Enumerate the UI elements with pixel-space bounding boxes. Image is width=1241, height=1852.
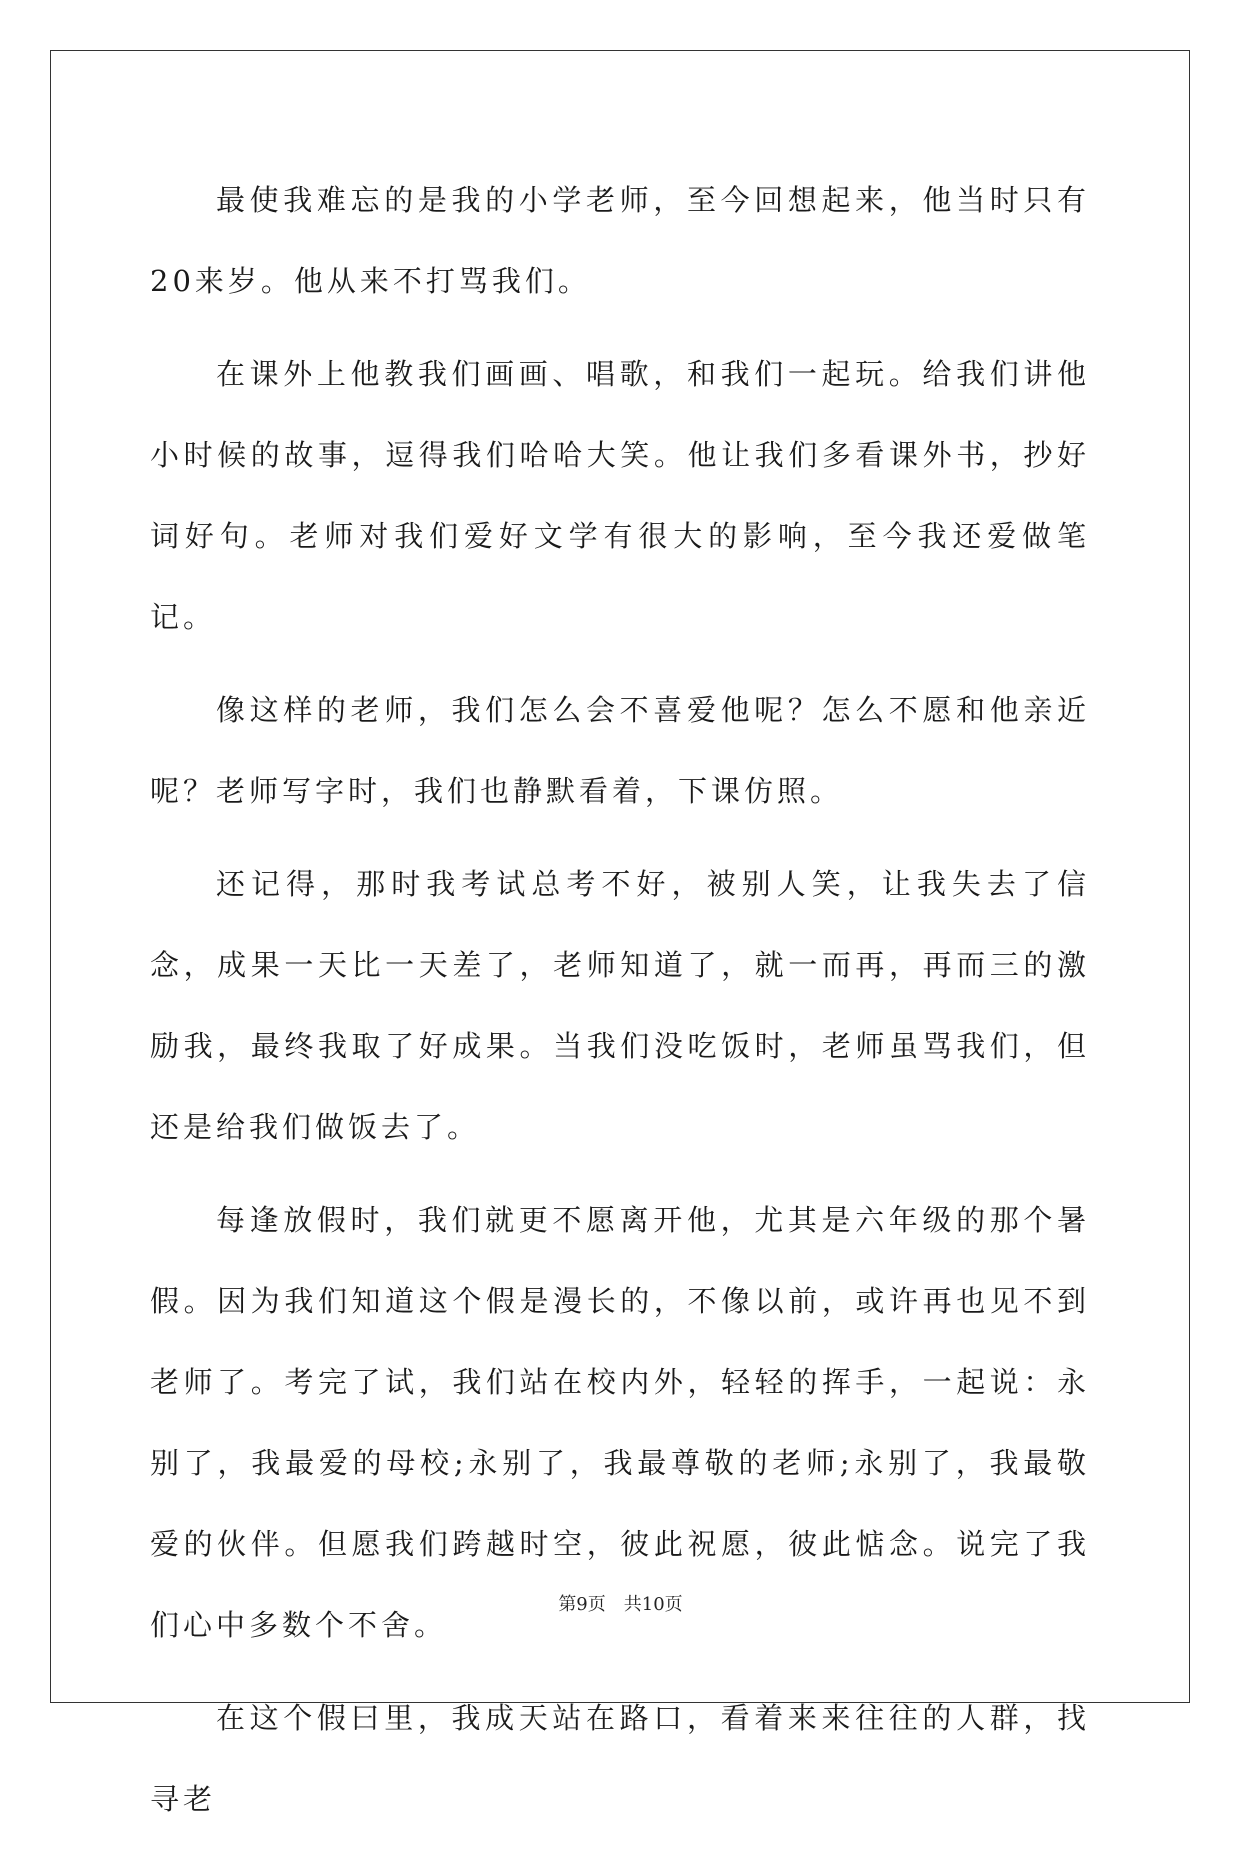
paragraph: 还记得，那时我考试总考不好，被别人笑，让我失去了信念，成果一天比一天差了，老师知道了，就一而再，再而三的激励我，最终我取了好成果。当我们没吃饭时，老师虽骂我们，但还是给我们做饭去了。 [150, 867, 1090, 1144]
paragraph: 像这样的老师，我们怎么会不喜爱他呢？怎么不愿和他亲近呢？老师写字时，我们也静默看着，下课仿照。 [150, 693, 1090, 808]
paragraph: 最使我难忘的是我的小学老师，至今回想起来，他当时只有20来岁。他从来不打骂我们。 [150, 183, 1090, 298]
paragraph: 在这个假曰里，我成天站在路口，看着来来往往的人群，找寻老 [150, 1701, 1090, 1816]
page-number: 第9页 [558, 1594, 606, 1615]
paragraph: 在课外上他教我们画画、唱歌，和我们一起玩。给我们讲他小时候的故事，逗得我们哈哈大笑。他让我们多看课外书，抄好词好句。老师对我们爱好文学有很大的影响，至今我还爱做笔记。 [150, 357, 1090, 634]
page-footer [0, 1590, 1241, 1616]
paragraph: 每逢放假时，我们就更不愿离开他，尤其是六年级的那个暑假。因为我们知道这个假是漫长的，不像以前，或许再也见不到老师了。考完了试，我们站在校内外，轻轻的挥手，一起说：永别了，我最爱的母校;永别了，我最尊敬的老师;永别了，我最敬爱的伙伴。但愿我们跨越时空，彼此祝愿，彼此惦念。说完了我们心中多数个不舍。 [150, 1203, 1090, 1642]
page-total: 共10页 [623, 1594, 683, 1615]
